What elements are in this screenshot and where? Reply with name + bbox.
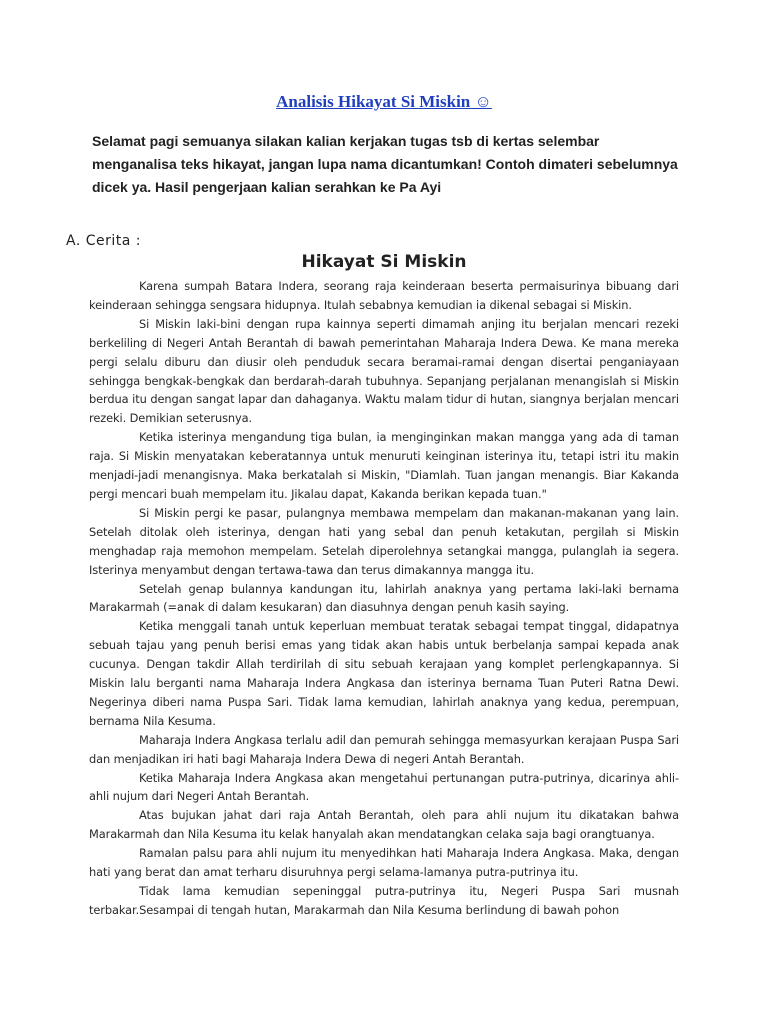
document-title: Analisis Hikayat Si Miskin ☺	[276, 92, 492, 111]
story-paragraph: Ketika isterinya mengandung tiga bulan, ia menginginkan makan mangga yang ada di taman raja. Si Miskin menyatakan keberatannya untuk menuruti keinginan isterinya itu, tetapi istri itu makin menjadi-jadi menangisnya. Maka berkatalah si Miskin, "Diamlah. Tuan jangan menangis. Biar Kakanda pergi mencari buah mempelam itu. Jikalau dapat, Kakanda berikan kepada tuan."	[89, 430, 679, 501]
story-paragraph: Ketika Maharaja Indera Angkasa akan mengetahui pertunangan putra-putrinya, dicarinya ahli-ahli nujum dari Negeri Antah Berantah.	[89, 770, 679, 804]
section-label: A. Cerita :	[66, 233, 142, 249]
story-title: Hikayat Si Miskin	[301, 252, 467, 272]
story-paragraph: Maharaja Indera Angkasa terlalu adil dan pemurah sehingga memasyurkan kerajaan Puspa Sari dan menjadikan iri hati bagi Maharaja Indera Dewa di negeri Antah Berantah.	[89, 732, 679, 766]
story-paragraph: Tidak lama kemudian sepeninggal putra-putrinya itu, Negeri Puspa Sari musnah terbakar.Sesampai di tengah hutan, Marakarmah dan Nila Kesuma berlindung di bawah pohon	[89, 884, 679, 917]
story-paragraph: Si Miskin pergi ke pasar, pulangnya membawa mempelam dan makanan-makanan yang lain. Setelah ditolak oleh isterinya, dengan hati yang sebal dan penuh ketakutan, pergilah si Miskin menghadap raja memohon mempelam. Setelah diperolehnya setangkai mangga, pulanglah ia segera. Isterinya menyambut dengan tertawa-tawa dan terus dimakannya mangga itu.	[89, 505, 679, 577]
intro-text: Selamat pagi semuanya silakan kalian kerjakan tugas tsb di kertas selembar menganalisa teks hikayat, jangan lupa nama dicantumkan! Contoh dimateri sebelumnya dicek ya. Hasil pengerjaan kalian serahkan ke Pa Ayi	[92, 133, 678, 195]
story-paragraph: Ramalan palsu para ahli nujum itu menyedihkan hati Maharaja Indera Angkasa. Maka, dengan hati yang berat dan amat terharu disuruhnya pergi selama-lamanya putra-putrinya itu.	[89, 846, 679, 880]
story-body	[89, 277, 679, 920]
story-paragraph: Si Miskin laki-bini dengan rupa kainnya seperti dimamah anjing itu berjalan mencari rezeki berkeliling di Negeri Antah Berantah di bawah pemerintahan Maharaja Indera Dewa. Ke mana mereka pergi selalu diburu dan diusir oleh penduduk secara beramai-ramai dengan disertai penganiayaan sehingga bengkak-bengkak dan berdarah-darah tubuhnya. Sepanjang perjalanan menangislah si Miskin berdua itu dengan sangat lapar dan dahaganya. Waktu malam tidur di hutan, siangnya berjalan mencari rezeki. Demikian seterusnya.	[89, 316, 679, 426]
story-paragraph: Atas bujukan jahat dari raja Antah Berantah, oleh para ahli nujum itu dikatakan bahwa Marakarmah dan Nila Kesuma itu kelak hanyalah akan mendatangkan celaka saja bagi orangtuanya.	[89, 808, 679, 842]
story-paragraph: Karena sumpah Batara Indera, seorang raja keinderaan beserta permaisurinya bibuang dari keinderaan sehingga sengsara hidupnya. Itulah sebabnya kemudian ia dikenal sebagai si Miskin.	[89, 279, 679, 312]
story-paragraph: Setelah genap bulannya kandungan itu, lahirlah anaknya yang pertama laki-laki bernama Marakarmah (=anak di dalam kesukaran) dan diasuhnya dengan penuh kasih saying.	[89, 581, 679, 615]
story-paragraph: Ketika menggali tanah untuk keperluan membuat teratak sebagai tempat tinggal, didapatnya sebuah tajau yang penuh berisi emas yang tidak akan habis untuk berbelanja sampai kepada anak cucunya. Dengan takdir Allah terdirilah di situ sebuah kerajaan yang komplet perlengkapannya. Si Miskin lalu berganti nama Maharaja Indera Angkasa dan isterinya bernama Tuan Puteri Ratna Dewi. Negerinya diberi nama Puspa Sari. Tidak lama kemudian, lahirlah anaknya yang kedua, perempuan, bernama Nila Kesuma.	[89, 619, 679, 728]
